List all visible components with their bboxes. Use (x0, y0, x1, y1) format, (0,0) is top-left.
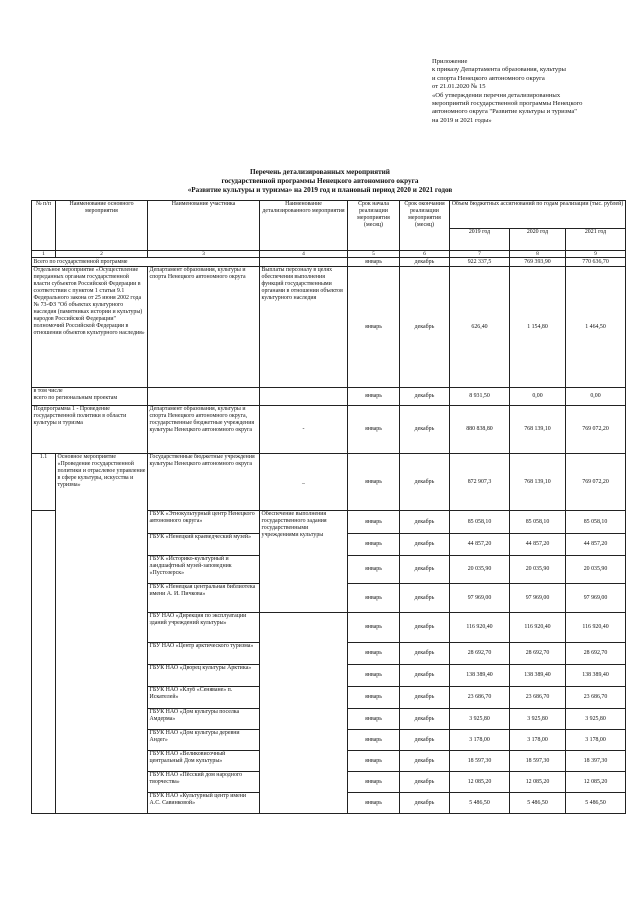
value-2021: 5 486,50 (566, 793, 626, 814)
heading-line-2: государственной программы Ненецкого автономного округа (221, 177, 419, 185)
value-2021: 28 692,70 (566, 643, 626, 665)
end-month: декабрь (400, 511, 450, 534)
value-2019: 18 597,30 (450, 751, 510, 772)
value-2020: 769 393,90 (510, 258, 566, 267)
service-label: Обеспечение выполнения государственного задания государственными учреждениями культуры (260, 511, 348, 613)
value-2019: 138 389,40 (450, 665, 510, 687)
col-index: 2 (56, 251, 148, 258)
value-2020: 768 139,10 (510, 406, 566, 454)
end-month: декабрь (400, 613, 450, 643)
total-label: Всего по государственной программе (32, 258, 260, 267)
start-month: январь (348, 454, 400, 511)
col-index: 8 (510, 251, 566, 258)
end-month: декабрь (400, 793, 450, 814)
value-2020: 768 139,10 (510, 454, 566, 511)
value-2020: 44 857,20 (510, 534, 566, 556)
value-2021: 3 178,00 (566, 730, 626, 751)
col-index: 4 (260, 251, 348, 258)
end-month: декабрь (400, 751, 450, 772)
value-2019: 922 337,5 (450, 258, 510, 267)
institution-name: ГБУК НАО «Пёсский дом народного творчества» (148, 772, 260, 793)
col-index: 3 (148, 251, 260, 258)
main-event-name: Основное мероприятие «Проведение государственной политики и отраслевое управление в сфере культуры, искусства и туризма» (56, 454, 148, 814)
value-2019: 85 058,10 (450, 511, 510, 534)
start-month: январь (348, 534, 400, 556)
col-index: 7 (450, 251, 510, 258)
value-2021: 44 857,20 (566, 534, 626, 556)
value-2021: 85 058,10 (566, 511, 626, 534)
start-month: январь (348, 406, 400, 454)
start-month: январь (348, 665, 400, 687)
value-2020: 116 920,40 (510, 613, 566, 643)
value-2021: 18 397,30 (566, 751, 626, 772)
value-2020: 18 597,30 (510, 751, 566, 772)
subprogram-participant: Департамент образования, культуры и спорта Ненецкого автономного округа, государственные бюджетные учреждения культуры Ненецкого автономного округа (148, 406, 260, 454)
subprogram-row (32, 406, 626, 454)
end-month: декабрь (400, 454, 450, 511)
institution-name: ГБУК «Этнокультурный центр Ненецкого автономного округа» (148, 511, 260, 534)
institution-name: ГБУК «Историко-культурный и ландшафтный музей-заповедник «Пустозерск» (148, 556, 260, 584)
value-2019: 20 035,90 (450, 556, 510, 584)
value-2020: 138 389,40 (510, 665, 566, 687)
end-month: декабрь (400, 406, 450, 454)
regional-label-1: в том числе (33, 388, 63, 394)
col-index: 1 (32, 251, 56, 258)
delegated-participant: Департамент образования, культуры и спорта Ненецкого автономного округа (148, 267, 260, 388)
header-detailed: Наименование детализированного мероприятия (260, 201, 348, 251)
start-month: январь (348, 556, 400, 584)
value-2019: 28 692,70 (450, 643, 510, 665)
institution-name: ГБУК НАО «Культурный центр имени А.С. Савинковой» (148, 793, 260, 814)
value-2021: 770 636,70 (566, 258, 626, 267)
value-2020: 20 035,90 (510, 556, 566, 584)
end-month: декабрь (400, 730, 450, 751)
subprogram-detailed: - (260, 406, 348, 454)
end-month: декабрь (400, 584, 450, 613)
start-month: январь (348, 772, 400, 793)
delegated-detailed: Выплаты персоналу в целях обеспечения выполнения функций государственными органами в отношении объектов культурного наследия (260, 267, 348, 388)
appendix-line: к приказу Департамента образования, культуры (432, 66, 566, 74)
header-event: Наименование основного мероприятия (56, 201, 148, 251)
header-participant: Наименование участника (148, 201, 260, 251)
appendix-line: от 21.01.2020 № 15 (432, 83, 486, 91)
end-month: декабрь (400, 388, 450, 406)
value-2019: 872 907,3 (450, 454, 510, 511)
main-event-row (32, 454, 626, 511)
header-budget: Объем бюджетных ассигнований по годам реализации (тыс. рублей) (450, 201, 626, 229)
main-event-participant: Государственные бюджетные учреждения культуры Ненецкого автономного округа (148, 454, 260, 511)
appendix-line: «Об утверждении перечня детализированных (432, 91, 561, 99)
institution-name: ГБУ НАО «Дирекция по эксплуатации зданий учреждений культуры» (148, 613, 260, 643)
value-2020: 23 686,70 (510, 687, 566, 709)
institution-name: ГБУК НАО «Великовисочный центральный Дом культуры» (148, 751, 260, 772)
subprogram-label: Подпрограмма 1 - Проведение государственной политики в области культуры и туризма (32, 406, 148, 454)
institution-name: ГБУК НАО «Дом культуры деревни Андег» (148, 730, 260, 751)
value-2019: 626,40 (450, 267, 510, 388)
value-2020: 28 692,70 (510, 643, 566, 665)
value-2021: 769 072,20 (566, 454, 626, 511)
value-2019: 97 969,00 (450, 584, 510, 613)
header-num: № п/п (32, 201, 56, 251)
institution-name: ГБУК НАО «Дом культуры поселка Амдерма» (148, 709, 260, 730)
institution-name: ГБУК «Ненецкий краеведческий музей» (148, 534, 260, 556)
institution-name: ГБУ НАО «Центр арктического туризма» (148, 643, 260, 665)
regional-row (32, 388, 626, 406)
institution-name: ГБУК НАО «Дворец культуры Арктика» (148, 665, 260, 687)
end-month: декабрь (400, 665, 450, 687)
value-2020: 5 486,50 (510, 793, 566, 814)
start-month: январь (348, 267, 400, 388)
value-2021: 12 085,20 (566, 772, 626, 793)
end-month: декабрь (400, 772, 450, 793)
value-2020: 3 925,80 (510, 709, 566, 730)
header-start: Срок начала реализации мероприятия (месяц) (348, 201, 400, 251)
value-2021: 0,00 (566, 388, 626, 406)
start-month: январь (348, 613, 400, 643)
main-event-num: 1.1 (32, 454, 56, 511)
value-2019: 12 085,20 (450, 772, 510, 793)
start-month: январь (348, 388, 400, 406)
appendix-line: автономного округа "Развитие культуры и туризма" (432, 108, 577, 116)
heading-line-3: «Развитие культуры и туризма» на 2019 год и плановый период 2020 и 2021 годов (187, 186, 453, 194)
start-month: январь (348, 511, 400, 534)
appendix-block (432, 58, 632, 125)
value-2019: 3 925,80 (450, 709, 510, 730)
end-month: декабрь (400, 643, 450, 665)
col-index: 6 (400, 251, 450, 258)
value-2021: 97 969,00 (566, 584, 626, 613)
col-index: 9 (566, 251, 626, 258)
start-month: январь (348, 258, 400, 267)
delegated-event: Отдельное мероприятие «Осуществление переданных органам государственной власти субъектов Российской Федерации в соответствии с пунктом 1 статьи 9.1 Федерального закона от 25 июня 2002 года № 73-ФЗ "Об объектах культурного наследия (памятниках истории и культуры) народов Российской Федерации" полномочий Российской Федерации в отношении объектов культурного наследия» (32, 267, 148, 388)
start-month: январь (348, 709, 400, 730)
value-2021: 769 072,20 (566, 406, 626, 454)
value-2021: 116 920,40 (566, 613, 626, 643)
end-month: декабрь (400, 709, 450, 730)
value-2020: 12 085,20 (510, 772, 566, 793)
column-index-row (32, 251, 626, 258)
value-2019: 3 178,00 (450, 730, 510, 751)
start-month: январь (348, 730, 400, 751)
end-month: декабрь (400, 687, 450, 709)
end-month: декабрь (400, 534, 450, 556)
start-month: январь (348, 751, 400, 772)
value-2019: 23 686,70 (450, 687, 510, 709)
institution-name: ГБУК НАО «Клуб «Сеняване» п. Искателей» (148, 687, 260, 709)
value-2020: 85 058,10 (510, 511, 566, 534)
col-index: 5 (348, 251, 400, 258)
start-month: январь (348, 687, 400, 709)
start-month: январь (348, 584, 400, 613)
regional-label-2: всего по региональным проектам (33, 395, 118, 401)
value-2019: 8 931,50 (450, 388, 510, 406)
value-2021: 138 389,40 (566, 665, 626, 687)
heading-line-1: Перечень детализированных мероприятий (250, 168, 390, 176)
appendix-line: и спорта Ненецкого автономного округа (432, 74, 545, 82)
end-month: декабрь (400, 258, 450, 267)
value-2021: 20 035,90 (566, 556, 626, 584)
delegated-row (32, 267, 626, 388)
value-2020: 0,00 (510, 388, 566, 406)
value-2019: 116 920,40 (450, 613, 510, 643)
end-month: декабрь (400, 267, 450, 388)
start-month: январь (348, 793, 400, 814)
value-2019: 44 857,20 (450, 534, 510, 556)
start-month: январь (348, 643, 400, 665)
institution-name: ГБУК «Ненецкая центральная библиотека имени А. И. Пичкова» (148, 584, 260, 613)
document-heading (40, 168, 600, 195)
value-2019: 880 838,80 (450, 406, 510, 454)
appendix-line: Приложение (432, 58, 468, 65)
header-2019: 2019 год (450, 229, 510, 251)
header-2020: 2020 год (510, 229, 566, 251)
header-2021: 2021 год (566, 229, 626, 251)
value-2019: 5 486,50 (450, 793, 510, 814)
header-end: Срок окончания реализации мероприятия (месяц) (400, 201, 450, 251)
events-table (31, 200, 626, 814)
main-event-detailed: _ (260, 454, 348, 511)
value-2021: 23 686,70 (566, 687, 626, 709)
appendix-line: мероприятий государственной программы Ненецкого (432, 100, 583, 108)
value-2021: 3 925,80 (566, 709, 626, 730)
value-2020: 3 178,00 (510, 730, 566, 751)
value-2020: 1 154,80 (510, 267, 566, 388)
appendix-line: на 2019 и 2021 годы» (432, 116, 492, 124)
total-row (32, 258, 626, 267)
value-2021: 1 464,50 (566, 267, 626, 388)
value-2020: 97 969,00 (510, 584, 566, 613)
end-month: декабрь (400, 556, 450, 584)
regional-label (32, 388, 148, 406)
